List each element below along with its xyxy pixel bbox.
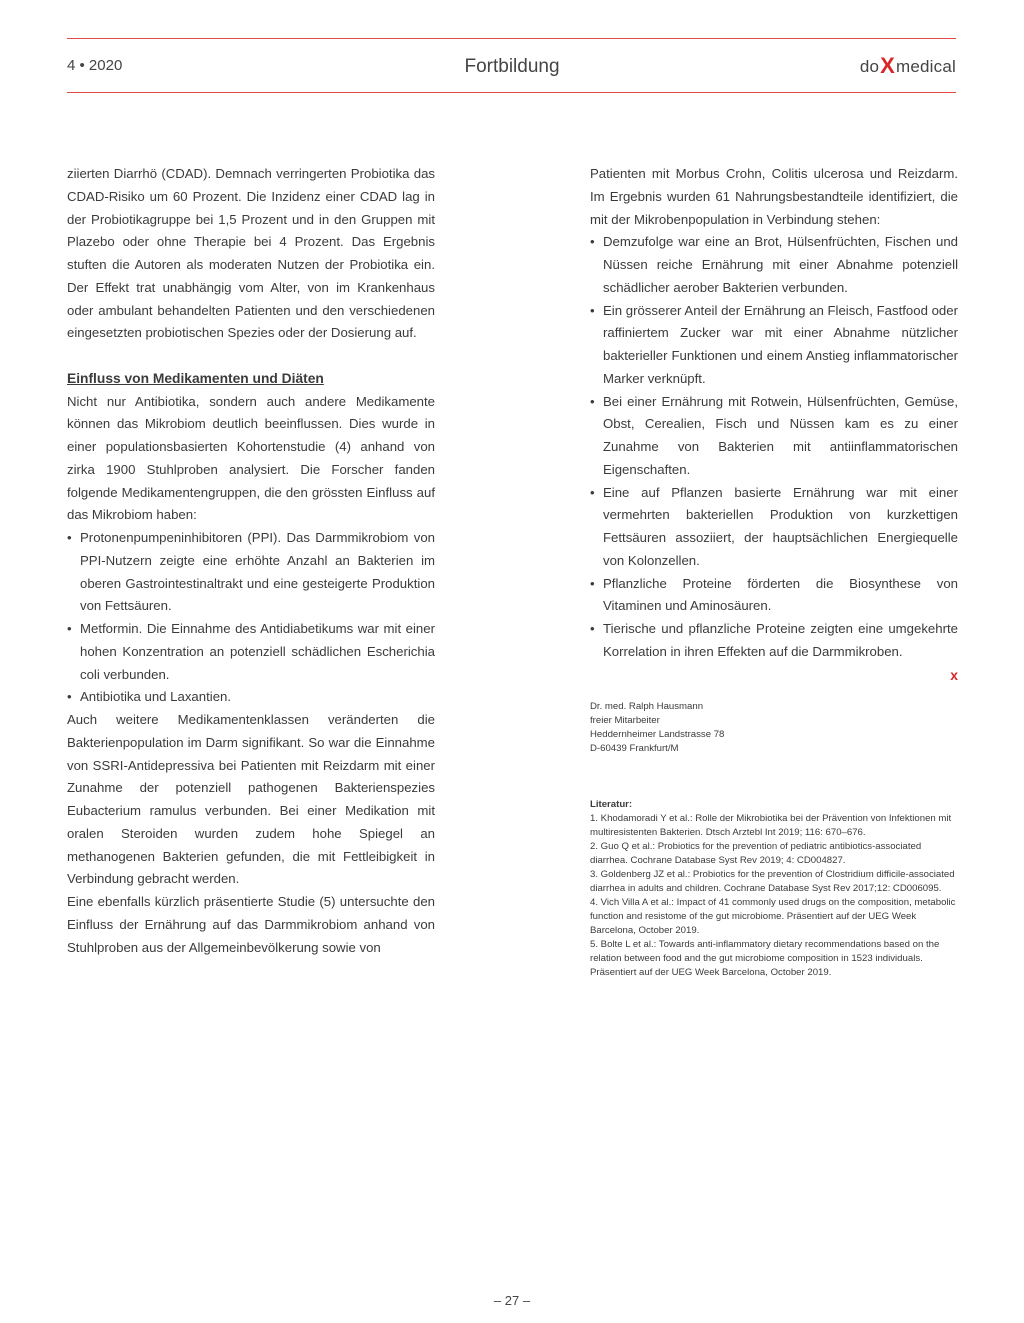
bullet-list xyxy=(590,231,958,663)
list-item: • Demzufolge war eine an Brot, Hülsenfrüchten, Fischen und Nüssen reiche Ernährung mit einer Abnahme potenziell schädlicher aerober Bakterien verbunden. xyxy=(590,231,958,299)
header-top-rule xyxy=(67,38,956,39)
list-item: • Metformin. Die Einnahme des Antidiabetikums war mit einer hohen Konzentration an potenziell schädlichen Escherichia coli verbunden. xyxy=(67,618,435,686)
page-number: – 27 – xyxy=(493,1293,531,1308)
list-item: • Protonenpumpeninhibitoren (PPI). Das Darmmikrobiom von PPI-Nutzern zeigte eine erhöhte Anzahl an Bakterien im oberen Gastrointestinaltrakt und eine gesteigerte Produktion von Fettsäuren. xyxy=(67,527,435,618)
section-title: Fortbildung xyxy=(464,56,560,77)
list-item: • Antibiotika und Laxantien. xyxy=(67,686,435,709)
author-city: D-60439 Frankfurt/M xyxy=(590,742,679,754)
list-item: • Tierische und pflanzliche Proteine zeigten eine umgekehrte Korrelation in ihren Effekten auf die Darmmikroben. xyxy=(590,618,958,664)
author-street: Heddernheimer Landstrasse 78 xyxy=(590,728,725,740)
header-bottom-rule xyxy=(67,92,956,93)
paragraph: Eine ebenfalls kürzlich präsentierte Studie (5) untersuchte den Einfluss der Ernährung auf das Darmmikrobiom anhand von Stuhlproben aus der Allgemeinbevölkerung sowie von xyxy=(67,894,435,955)
author-name: Dr. med. Ralph Hausmann xyxy=(590,700,704,712)
paragraph: Nicht nur Antibiotika, sondern auch andere Medikamente können das Mikrobiom deutlich beeinflussen. Dies wurde in einer populationsbasierten Kohortenstudie (4) anhand von zirka 1900 Stuhlproben analysiert. Die Forscher fanden folgende Medikamentengruppen, die den grössten Einfluss auf das Mikrobiom haben: xyxy=(67,393,435,523)
left-column xyxy=(67,163,435,959)
reference-item: 3. Goldenberg JZ et al.: Probiotics for the prevention of Clostridium difficile-associated diarrhea in adults and children. Cochrane Database Syst Rev 2017;12: CD006095. xyxy=(590,868,955,894)
author-role: freier Mitarbeiter xyxy=(590,714,660,726)
literature-block xyxy=(590,798,958,980)
logo-text-right: medical xyxy=(896,57,956,76)
reference-item: 5. Bolte L et al.: Towards anti-inflammatory dietary recommendations based on the relation between food and the gut microbiome composition in 1523 individuals. Präsentiert auf der UEG Week Barcelona, October 2019. xyxy=(590,938,940,978)
reference-item: 4. Vich Villa A et al.: Impact of 41 commonly used drugs on the composition, metabolic function and resistome of the gut microbiome. Präsentiert auf der UEG Week Barcelona, October 2019. xyxy=(590,896,956,936)
right-column xyxy=(590,163,958,980)
list-item: • Bei einer Ernährung mit Rotwein, Hülsenfrüchten, Gemüse, Obst, Cerealien, Fisch und Nüssen kam es zu einer Zunahme von Bakterien mit antiinflammatorischen Eigenschaften. xyxy=(590,391,958,482)
paragraph: ziierten Diarrhö (CDAD). Demnach verringerten Probiotika das CDAD-Risiko um 60 Prozent. Die Inzidenz einer CDAD lag in der Probiotikagruppe bei 1,5 Prozent und in den Gruppen mit Plazebo oder ohne Therapie bei 4 Prozent. Das Ergebnis stuften die Autoren als moderaten Nutzen der Probiotika ein. Der Effekt trat unabhängig vom Alter, von im Krankenhaus oder ambulant behandelten Patienten und den verschiedenen eingesetzten probiotischen Spezies oder der Dosierung auf. xyxy=(67,166,435,341)
reference-item: 2. Guo Q et al.: Probiotics for the prevention of pediatric antibiotics-associated diarrhea. Cochrane Database Syst Rev 2019; 4: CD004827. xyxy=(590,840,922,866)
list-item: • Eine auf Pflanzen basierte Ernährung war mit einer vermehrten bakteriellen Produktion von kurzkettigen Fettsäuren assoziiert, der hauptsächlichen Energiequelle von Kolonzellen. xyxy=(590,482,958,573)
reference-item: 1. Khodamoradi Y et al.: Rolle der Mikrobiotika bei der Prävention von Infektionen mit multiresistenten Bakterien. Dtsch Arztebl Int 2019; 116: 670–676. xyxy=(590,812,952,838)
logo-x-mark: X xyxy=(880,53,896,78)
article-end-mark: x xyxy=(950,666,958,683)
issue-number: 4 • 2020 xyxy=(67,57,123,74)
list-item: • Pflanzliche Proteine förderten die Biosynthese von Vitaminen und Aminosäuren. xyxy=(590,573,958,619)
bullet-list xyxy=(67,527,435,709)
paragraph: Patienten mit Morbus Crohn, Colitis ulcerosa und Reizdarm. Im Ergebnis wurden 61 Nahrungsbestandteile identifiziert, die mit der Mikrobenpopulation in Verbindung stehen: xyxy=(590,166,958,227)
logo-text-left: do xyxy=(859,57,880,76)
section-heading: Einfluss von Medikamenten und Diäten xyxy=(67,370,324,386)
literature-title: Literatur: xyxy=(590,798,633,810)
author-block xyxy=(590,700,958,756)
list-item: • Ein grösserer Anteil der Ernährung an Fleisch, Fastfood oder raffiniertem Zucker war mit einer Abnahme nützlicher bakterieller Funktionen und einem Anstieg inflammatorischer Marker verknüpft. xyxy=(590,300,958,391)
doxmedical-logo xyxy=(860,52,956,78)
paragraph: Auch weitere Medikamentenklassen veränderten die Bakterienpopulation im Darm signifikant. So war die Einnahme von SSRI-Antidepressiva bei Patienten mit Reizdarm mit einer Zunahme der potenziell pathogenen Bakterienspezies Eubacterium ramulus verbunden. Bei einer Medikation mit oralen Steroiden wurden zudem hohe Spiegel an methanogenen Bakterien gefunden, die mit Fettleibigkeit in Verbindung gebracht werden. xyxy=(67,712,435,887)
